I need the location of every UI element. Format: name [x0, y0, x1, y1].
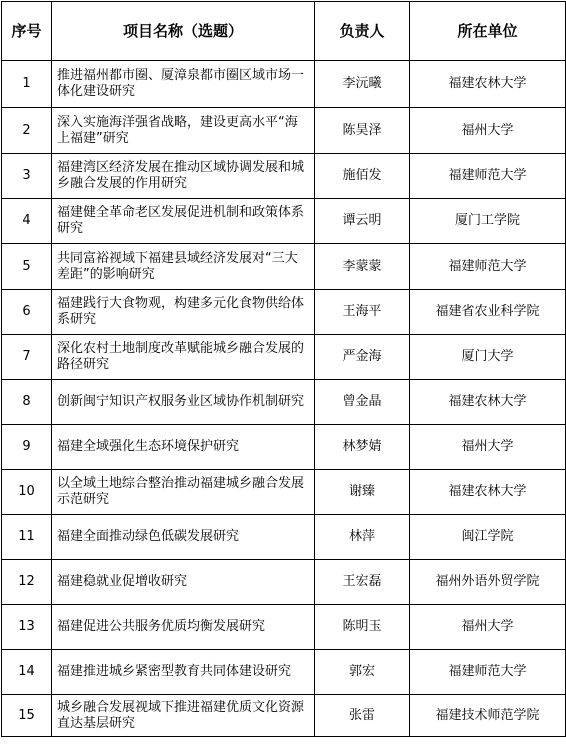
table-row	[2, 154, 566, 199]
cell-unit: 闽江学院	[410, 515, 566, 560]
table-row	[2, 515, 566, 560]
cell-no: 9	[2, 425, 52, 470]
table-row	[2, 470, 566, 515]
cell-no: 7	[2, 335, 52, 380]
cell-unit: 福建师范大学	[410, 650, 566, 695]
cell-project: 福建促进公共服务优质均衡发展研究	[52, 605, 315, 650]
cell-no: 3	[2, 154, 52, 199]
cell-person: 谭云明	[315, 199, 410, 244]
cell-person: 张雷	[315, 695, 410, 737]
cell-project: 福建健全革命老区发展促进机制和政策体系研究	[52, 199, 315, 244]
table-row	[2, 290, 566, 335]
cell-no: 6	[2, 290, 52, 335]
cell-unit: 福州大学	[410, 605, 566, 650]
cell-no: 10	[2, 470, 52, 515]
cell-no: 1	[2, 61, 52, 108]
cell-unit: 福建技术师范学院	[410, 695, 566, 737]
cell-project: 深化农村土地制度改革赋能城乡融合发展的路径研究	[52, 335, 315, 380]
table-row	[2, 695, 566, 737]
cell-no: 15	[2, 695, 52, 737]
cell-person: 王宏磊	[315, 560, 410, 605]
table-header-row	[2, 2, 566, 61]
cell-person: 郭宏	[315, 650, 410, 695]
cell-no: 4	[2, 199, 52, 244]
cell-unit: 厦门大学	[410, 335, 566, 380]
cell-person: 陈明玉	[315, 605, 410, 650]
cell-project: 福建推进城乡紧密型教育共同体建设研究	[52, 650, 315, 695]
cell-person: 李蒙蒙	[315, 244, 410, 290]
cell-no: 14	[2, 650, 52, 695]
header-project: 项目名称（选题）	[52, 2, 315, 61]
cell-project: 福建全域强化生态环境保护研究	[52, 425, 315, 470]
cell-person: 陈昊泽	[315, 108, 410, 154]
header-no: 序号	[2, 2, 52, 61]
cell-project: 福建全面推动绿色低碳发展研究	[52, 515, 315, 560]
cell-no: 11	[2, 515, 52, 560]
cell-no: 8	[2, 380, 52, 425]
cell-unit: 福建省农业科学院	[410, 290, 566, 335]
cell-project: 福建湾区经济发展在推动区域协调发展和城乡融合发展的作用研究	[52, 154, 315, 199]
table-row	[2, 335, 566, 380]
table-row	[2, 650, 566, 695]
cell-no: 13	[2, 605, 52, 650]
cell-no: 12	[2, 560, 52, 605]
cell-person: 王海平	[315, 290, 410, 335]
cell-unit: 厦门工学院	[410, 199, 566, 244]
cell-unit: 福州大学	[410, 425, 566, 470]
cell-unit: 福建农林大学	[410, 470, 566, 515]
cell-person: 谢臻	[315, 470, 410, 515]
cell-no: 2	[2, 108, 52, 154]
cell-unit: 福州大学	[410, 108, 566, 154]
cell-project: 以全域土地综合整治推动福建城乡融合发展示范研究	[52, 470, 315, 515]
table-row	[2, 425, 566, 470]
table-row	[2, 560, 566, 605]
cell-person: 施佰发	[315, 154, 410, 199]
table-row	[2, 244, 566, 290]
table-row	[2, 108, 566, 154]
cell-person: 严金海	[315, 335, 410, 380]
project-table	[1, 1, 566, 737]
table-row	[2, 380, 566, 425]
cell-project: 福建践行大食物观，构建多元化食物供给体系研究	[52, 290, 315, 335]
cell-project: 深入实施海洋强省战略，建设更高水平“海上福建”研究	[52, 108, 315, 154]
cell-project: 福建稳就业促增收研究	[52, 560, 315, 605]
cell-person: 林萍	[315, 515, 410, 560]
cell-unit: 福州外语外贸学院	[410, 560, 566, 605]
header-unit: 所在单位	[410, 2, 566, 61]
cell-unit: 福建农林大学	[410, 380, 566, 425]
cell-no: 5	[2, 244, 52, 290]
table-row	[2, 605, 566, 650]
cell-unit: 福建师范大学	[410, 244, 566, 290]
cell-person: 曾金晶	[315, 380, 410, 425]
cell-person: 林梦婧	[315, 425, 410, 470]
cell-project: 创新闽宁知识产权服务业区域协作机制研究	[52, 380, 315, 425]
table-row	[2, 61, 566, 108]
cell-project: 城乡融合发展视域下推进福建优质文化资源直达基层研究	[52, 695, 315, 737]
header-person: 负责人	[315, 2, 410, 61]
cell-person: 李沅曦	[315, 61, 410, 108]
table-row	[2, 199, 566, 244]
cell-project: 共同富裕视域下福建县域经济发展对“三大差距”的影响研究	[52, 244, 315, 290]
cell-unit: 福建农林大学	[410, 61, 566, 108]
cell-project: 推进福州都市圈、厦漳泉都市圈区域市场一体化建设研究	[52, 61, 315, 108]
cell-unit: 福建师范大学	[410, 154, 566, 199]
